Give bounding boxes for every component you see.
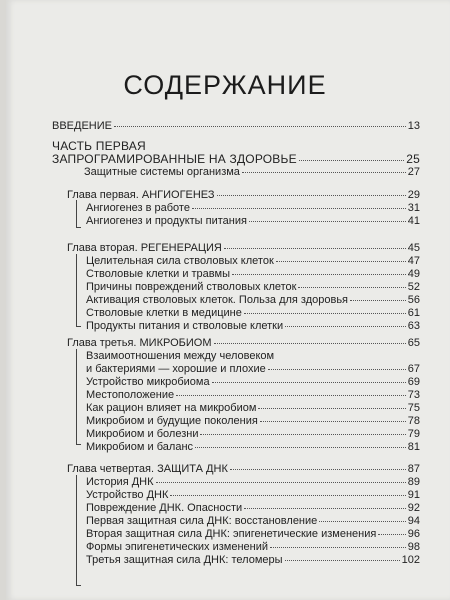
- toc-page-number: 75: [407, 402, 420, 414]
- toc-entry: [86, 515, 420, 528]
- toc-entry-label: Устройство микробиома: [86, 376, 210, 388]
- toc-page-number: 25: [406, 152, 420, 166]
- toc-entry: [86, 202, 420, 215]
- chapter-bracket: [76, 349, 81, 445]
- toc-page-number: 98: [407, 541, 420, 553]
- toc-entry: [86, 476, 420, 489]
- toc-entry-label: Активация стволовых клеток. Польза для здоровья: [86, 294, 349, 306]
- dot-leader: [298, 287, 405, 288]
- toc-entry-label: Микробиом и болезни: [86, 428, 199, 440]
- toc-page-number: 92: [407, 502, 420, 514]
- toc-entry-label: Третья защитная сила ДНК: теломеры: [86, 554, 283, 566]
- toc-page-number: 73: [407, 389, 420, 401]
- toc-page-number: 102: [401, 554, 420, 566]
- dot-leader: [242, 172, 406, 173]
- toc-entry: [86, 320, 420, 333]
- toc-entry: [86, 428, 420, 441]
- toc-chapter-title: Глава третья. МИКРОБИОМ: [67, 337, 212, 349]
- toc-page-number: 29: [407, 189, 420, 201]
- toc-entry-label: Стволовые клетки и травмы: [86, 268, 230, 280]
- page-title: СОДЕРЖАНИЕ: [123, 70, 327, 100]
- toc-entry-intro: [52, 120, 420, 133]
- dot-leader: [285, 326, 406, 327]
- toc-page-number: 91: [407, 489, 420, 501]
- toc-entry: [86, 268, 420, 281]
- toc-page-number: 79: [407, 428, 420, 440]
- toc-entry: [86, 415, 420, 428]
- toc-entry-label: ВВЕДЕНИЕ: [52, 120, 112, 132]
- chapter-bracket: [76, 200, 81, 228]
- toc-entry: [86, 389, 420, 402]
- toc-page-number: 65: [407, 337, 420, 349]
- toc-entry: [86, 255, 420, 268]
- dot-leader: [176, 395, 406, 396]
- toc-entry-label: Целительная сила стволовых клеток: [86, 255, 274, 267]
- dot-leader: [260, 421, 406, 422]
- dot-leader: [319, 521, 405, 522]
- dot-leader: [258, 408, 405, 409]
- toc-page-number: 41: [407, 215, 420, 227]
- dot-leader: [299, 160, 404, 161]
- dot-leader: [156, 482, 406, 483]
- dot-leader: [195, 447, 406, 448]
- toc-chapter-title: Глава вторая. РЕГЕНЕРАЦИЯ: [67, 242, 222, 254]
- toc-page-number: 63: [407, 320, 420, 332]
- dot-leader: [270, 547, 406, 548]
- toc-chapter-1: [67, 189, 420, 202]
- dot-leader: [217, 195, 406, 196]
- toc-page-number: 52: [407, 281, 420, 293]
- toc-page-number: 49: [407, 268, 420, 280]
- dot-leader: [268, 369, 406, 370]
- toc-entry-label: Продукты питания и стволовые клетки: [86, 320, 284, 332]
- toc-page-number: 47: [407, 255, 420, 267]
- toc-entry-label: Устройство ДНК: [86, 489, 169, 501]
- dot-leader: [214, 343, 406, 344]
- toc-page-number: 78: [407, 415, 420, 427]
- toc-entry-label-line1: Взаимоотношения между человеком: [86, 350, 275, 362]
- toc-entry-label: Вторая защитная сила ДНК: эпигенетические изменения: [86, 528, 377, 540]
- toc-entry: [86, 528, 420, 541]
- toc-page-number: 61: [407, 307, 420, 319]
- chapter-bracket: [76, 475, 81, 586]
- toc-page-number: 27: [407, 166, 420, 178]
- dot-leader: [276, 261, 406, 262]
- dot-leader: [350, 300, 406, 301]
- toc-page-number: 45: [407, 242, 420, 254]
- toc-page-number: 13: [407, 120, 420, 132]
- dot-leader: [230, 469, 406, 470]
- toc-entry: [86, 554, 420, 567]
- toc-entry-label: Причины повреждений стволовых клеток: [86, 281, 297, 293]
- chapter-bracket: [76, 254, 81, 327]
- toc-entry-label: Первая защитная сила ДНК: восстановление: [86, 515, 318, 527]
- toc-page-number: 31: [407, 202, 420, 214]
- toc-page-number: 67: [407, 363, 420, 375]
- toc-entry-label: Местоположение: [86, 389, 175, 401]
- toc-chapter-3: [67, 337, 420, 350]
- toc-entry-label: и бактериями — хорошие и плохие: [86, 363, 266, 375]
- toc-chapter-title: Глава первая. АНГИОГЕНЕЗ: [67, 189, 215, 201]
- toc-entry-label: Защитные системы организма: [84, 166, 240, 178]
- dot-leader: [378, 534, 405, 535]
- dot-leader: [244, 508, 406, 509]
- toc-entry-label: Микробиом и баланс: [86, 441, 194, 453]
- dot-leader: [170, 495, 405, 496]
- toc-page-number: 69: [407, 376, 420, 388]
- toc-page-number: 81: [407, 441, 420, 453]
- toc-chapter-title: Глава четвертая. ЗАЩИТА ДНК: [67, 463, 228, 475]
- toc-entry-part: [52, 153, 420, 166]
- toc-entry-label: ЗАПРОГРАМИРОВАННЫЕ НА ЗДОРОВЬЕ: [52, 152, 297, 166]
- dot-leader: [244, 313, 406, 314]
- toc-entry-label: История ДНК: [86, 476, 154, 488]
- toc-entry: [86, 402, 420, 415]
- toc-entry: [86, 307, 420, 320]
- dot-leader: [114, 126, 406, 127]
- dot-leader: [249, 221, 406, 222]
- toc-entry: [86, 541, 420, 554]
- toc-entry-label: Повреждение ДНК. Опасности: [86, 502, 243, 514]
- toc-entry: [86, 502, 420, 515]
- toc-entry-part-item: [84, 166, 420, 179]
- dot-leader: [200, 434, 405, 435]
- toc-page-number: 94: [407, 515, 420, 527]
- toc-chapter-2: [67, 242, 420, 255]
- toc-entry: [86, 489, 420, 502]
- toc-entry: [86, 363, 420, 376]
- toc-entry: [86, 441, 420, 454]
- toc-chapter-4: [67, 463, 420, 476]
- dot-leader: [232, 274, 406, 275]
- toc-page-number: 87: [407, 463, 420, 475]
- toc-entry-label: Формы эпигенетических изменений: [86, 541, 269, 553]
- toc-entry-label: Как рацион влияет на микробиом: [86, 402, 257, 414]
- dot-leader: [224, 248, 406, 249]
- toc-page-number: 89: [407, 476, 420, 488]
- toc-page-number: 56: [407, 294, 420, 306]
- dot-leader: [285, 560, 400, 561]
- toc-entry-label: Микробиом и будущие поколения: [86, 415, 258, 427]
- toc-entry-label: Ангиогенез в работе: [86, 202, 190, 214]
- part-heading-line1: ЧАСТЬ ПЕРВАЯ: [52, 139, 146, 153]
- toc-entry: [86, 215, 420, 228]
- dot-leader: [192, 208, 406, 209]
- toc-entry: [86, 376, 420, 389]
- toc-page-number: 96: [407, 528, 420, 540]
- toc-entry-label: Стволовые клетки в медицине: [86, 307, 242, 319]
- toc-entry: [86, 281, 420, 294]
- toc-entry: [86, 294, 420, 307]
- dot-leader: [212, 382, 406, 383]
- toc-entry-label: Ангиогенез и продукты питания: [86, 215, 247, 227]
